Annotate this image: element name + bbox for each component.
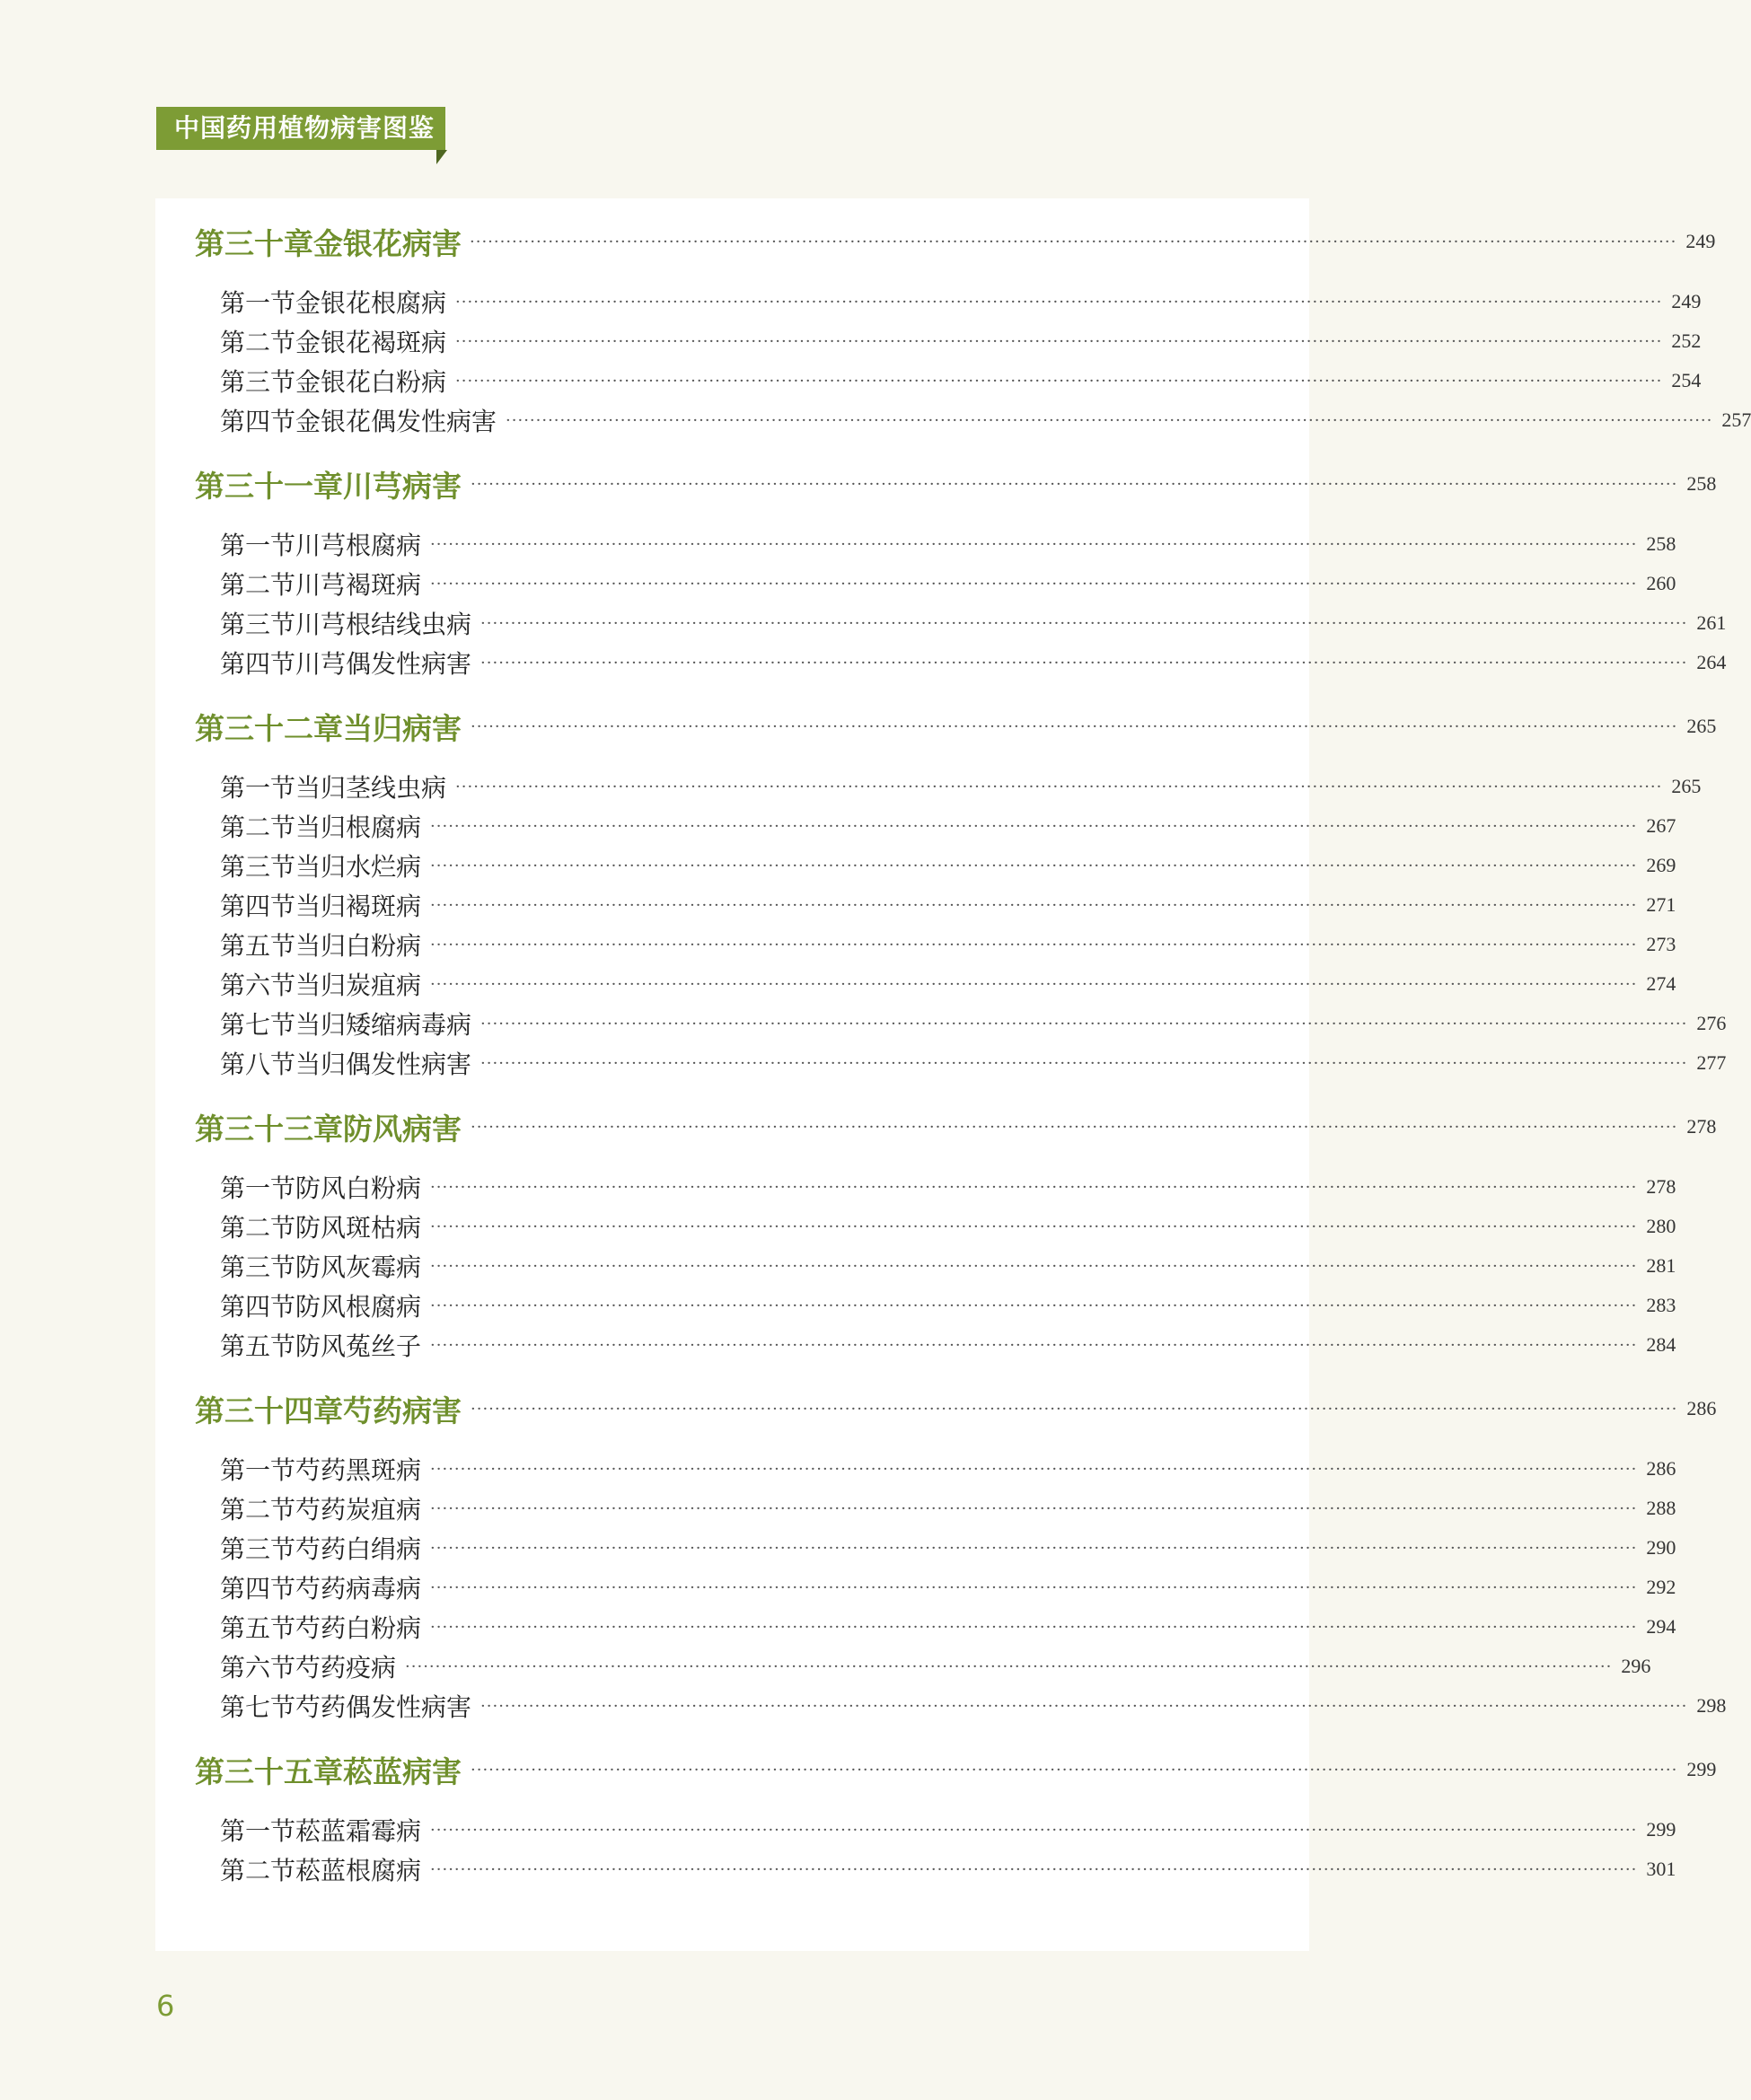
toc-section-row[interactable] — [155, 1325, 1676, 1365]
page-ref: 249 — [1671, 290, 1702, 312]
toc-section-row[interactable] — [155, 885, 1676, 925]
section-title: 防风灰霉病 — [295, 1252, 422, 1282]
section-title: 菘蓝根腐病 — [295, 1856, 422, 1885]
toc-section-row[interactable] — [155, 1489, 1676, 1528]
dot-leader: ········································································································································································································ — [455, 777, 1663, 796]
page-ref: 264 — [1696, 651, 1727, 673]
dot-leader: ········································································································································································································ — [480, 653, 1688, 672]
dot-leader: ········································································································································································································ — [430, 1256, 1638, 1276]
dot-leader: ········································································································································································································ — [430, 974, 1638, 994]
toc-section-row[interactable] — [155, 321, 1702, 361]
toc-section-row[interactable] — [155, 964, 1676, 1004]
section-number: 第二节 — [220, 1213, 296, 1243]
page-ref: 273 — [1646, 933, 1676, 955]
section-number: 第七节 — [220, 1010, 296, 1040]
toc-section-row[interactable] — [155, 806, 1676, 846]
toc-section-row[interactable] — [155, 846, 1676, 885]
section-title: 芍药白粉病 — [295, 1613, 422, 1643]
dot-leader: ········································································································································································································ — [471, 1117, 1678, 1137]
dot-leader: ········································································································································································································ — [430, 1617, 1638, 1637]
page-ref: 299 — [1646, 1818, 1676, 1841]
chapter-title: 川芎病害 — [343, 468, 462, 504]
dot-leader: ········································································································································································································ — [430, 1459, 1638, 1479]
section-title: 金银花褐斑病 — [295, 328, 447, 357]
page-ref: 301 — [1646, 1858, 1676, 1880]
section-number: 第四节 — [220, 1574, 296, 1604]
section-title: 川芎根结线虫病 — [295, 610, 472, 639]
section-number: 第二节 — [220, 570, 296, 600]
section-number: 第二节 — [220, 328, 296, 357]
page-ref: 283 — [1646, 1294, 1676, 1316]
section-title: 芍药病毒病 — [295, 1574, 422, 1604]
toc-section-row[interactable] — [155, 1043, 1727, 1083]
page-ref: 260 — [1646, 572, 1676, 594]
section-title: 防风白粉病 — [295, 1173, 422, 1203]
section-number: 第一节 — [220, 531, 296, 560]
section-number: 第三节 — [220, 610, 296, 639]
section-title: 防风斑枯病 — [295, 1213, 422, 1243]
section-number: 第五节 — [220, 931, 296, 961]
page-ref: 286 — [1646, 1457, 1676, 1480]
section-number: 第四节 — [220, 1292, 296, 1322]
section-title: 川芎根腐病 — [295, 531, 422, 560]
toc-chapter-row[interactable] — [155, 461, 1717, 507]
section-number: 第三节 — [220, 367, 296, 397]
section-title: 金银花偶发性病害 — [295, 407, 497, 436]
page-ref: 278 — [1646, 1175, 1676, 1198]
page-ref: 249 — [1685, 230, 1716, 252]
page-ref: 276 — [1696, 1012, 1727, 1034]
section-number: 第八节 — [220, 1050, 296, 1079]
section-title: 当归偶发性病害 — [295, 1050, 472, 1079]
section-number: 第二节 — [220, 1856, 296, 1885]
toc-section-row[interactable] — [155, 524, 1676, 564]
chapter-number: 第三十章 — [195, 225, 313, 261]
page-ref: 265 — [1671, 775, 1702, 797]
page-ref: 261 — [1696, 611, 1727, 634]
page-ref: 296 — [1621, 1655, 1651, 1677]
section-title: 金银花根腐病 — [295, 288, 447, 318]
page-number: 6 — [156, 1989, 175, 2023]
section-number: 第三节 — [220, 1534, 296, 1564]
page-ref: 281 — [1646, 1254, 1676, 1277]
toc-section-row[interactable] — [155, 1207, 1676, 1246]
page-ref: 252 — [1671, 329, 1702, 352]
page-ref: 298 — [1696, 1694, 1727, 1717]
section-title: 川芎偶发性病害 — [295, 649, 472, 679]
section-number: 第三节 — [220, 1252, 296, 1282]
dot-leader: ········································································································································································································ — [506, 410, 1713, 430]
section-number: 第七节 — [220, 1692, 296, 1722]
section-number: 第四节 — [220, 649, 296, 679]
toc-section-row[interactable] — [155, 1810, 1676, 1850]
book-title: 中国药用植物病害图鉴 — [174, 113, 436, 143]
page-ref: 271 — [1646, 893, 1676, 916]
chapter-title: 防风病害 — [343, 1111, 462, 1147]
toc-section-row[interactable] — [155, 1004, 1727, 1043]
dot-leader: ········································································································································································································ — [471, 1760, 1678, 1779]
chapter-title: 当归病害 — [343, 710, 462, 746]
dot-leader: ········································································································································································································ — [430, 1820, 1638, 1840]
page-ref: 284 — [1646, 1333, 1676, 1356]
toc-chapter-row[interactable] — [155, 703, 1717, 750]
chapter-number: 第三十三章 — [195, 1111, 343, 1147]
tab-fold-shadow — [436, 150, 447, 164]
toc-section-row[interactable] — [155, 925, 1676, 964]
dot-leader: ········································································································································································································ — [471, 716, 1678, 736]
page-ref: 257 — [1721, 409, 1751, 431]
toc-section-row[interactable] — [155, 603, 1727, 643]
chapter-title: 金银花病害 — [313, 225, 462, 261]
section-title: 芍药黑斑病 — [295, 1455, 422, 1485]
dot-leader: ········································································································································································································ — [430, 1577, 1638, 1597]
section-title: 当归水烂病 — [295, 852, 422, 882]
page-ref: 299 — [1686, 1758, 1717, 1780]
section-title: 芍药炭疽病 — [295, 1495, 422, 1524]
section-title: 当归根腐病 — [295, 813, 422, 842]
dot-leader: ········································································································································································································ — [430, 895, 1638, 915]
dot-leader: ········································································································································································································ — [430, 816, 1638, 836]
section-title: 芍药偶发性病害 — [295, 1692, 472, 1722]
section-number: 第五节 — [220, 1331, 296, 1361]
section-title: 芍药疫病 — [295, 1653, 397, 1683]
dot-leader: ········································································································································································································ — [430, 1217, 1638, 1236]
dot-leader: ········································································································································································································ — [430, 534, 1638, 554]
toc-chapter-row[interactable] — [155, 1746, 1717, 1793]
dot-leader: ········································································································································································································ — [430, 1498, 1638, 1518]
page-ref: 280 — [1646, 1215, 1676, 1237]
dot-leader: ········································································································································································································ — [430, 1335, 1638, 1355]
section-title: 金银花白粉病 — [295, 367, 447, 397]
dot-leader: ········································································································································································································ — [480, 613, 1688, 633]
dot-leader: ········································································································································································································ — [430, 1296, 1638, 1315]
toc-chapter-row[interactable] — [155, 1385, 1717, 1432]
toc-section-row[interactable] — [155, 564, 1676, 603]
dot-leader: ········································································································································································································ — [430, 856, 1638, 875]
section-number: 第一节 — [220, 773, 296, 803]
section-number: 第一节 — [220, 1455, 296, 1485]
section-title: 防风根腐病 — [295, 1292, 422, 1322]
toc-section-row[interactable] — [155, 1607, 1676, 1647]
page-ref: 269 — [1646, 854, 1676, 876]
dot-leader: ········································································································································································································ — [455, 371, 1663, 391]
dot-leader: ········································································································································································································ — [455, 331, 1663, 351]
toc-section-row[interactable] — [155, 1528, 1676, 1568]
section-number: 第二节 — [220, 813, 296, 842]
dot-leader: ········································································································································································································ — [471, 1399, 1678, 1419]
dot-leader: ········································································································································································································ — [405, 1656, 1613, 1676]
chapter-title: 菘蓝病害 — [343, 1753, 462, 1789]
section-number: 第一节 — [220, 288, 296, 318]
book-title-tab — [156, 107, 445, 150]
toc-section-row[interactable] — [155, 400, 1751, 440]
page-ref: 274 — [1646, 972, 1676, 995]
section-number: 第三节 — [220, 852, 296, 882]
toc-section-row[interactable] — [155, 1568, 1676, 1607]
dot-leader: ········································································································································································································ — [470, 232, 1677, 251]
section-title: 芍药白绢病 — [295, 1534, 422, 1564]
dot-leader: ········································································································································································································ — [430, 1538, 1638, 1558]
dot-leader: ········································································································································································································ — [480, 1696, 1688, 1716]
page-ref: 294 — [1646, 1615, 1676, 1638]
section-number: 第五节 — [220, 1613, 296, 1643]
section-title: 当归炭疽病 — [295, 971, 422, 1000]
section-title: 菘蓝霜霉病 — [295, 1816, 422, 1846]
section-number: 第六节 — [220, 1653, 296, 1683]
chapter-title: 芍药病害 — [343, 1393, 462, 1428]
toc-section-row[interactable] — [155, 1286, 1676, 1325]
toc-chapter-row[interactable] — [155, 218, 1716, 265]
page-ref: 286 — [1686, 1397, 1717, 1419]
section-title: 当归白粉病 — [295, 931, 422, 961]
page-ref: 278 — [1686, 1115, 1717, 1138]
section-number: 第四节 — [220, 892, 296, 921]
section-title: 当归褐斑病 — [295, 892, 422, 921]
toc-section-row[interactable] — [155, 1686, 1727, 1726]
dot-leader: ········································································································································································································ — [430, 1859, 1638, 1879]
toc-section-row[interactable] — [155, 1167, 1676, 1207]
chapter-number: 第三十四章 — [195, 1393, 343, 1428]
toc-section-row[interactable] — [155, 643, 1727, 682]
dot-leader: ········································································································································································································ — [471, 474, 1678, 494]
section-title: 当归茎线虫病 — [295, 773, 447, 803]
toc-section-row[interactable] — [155, 767, 1702, 806]
chapter-number: 第三十五章 — [195, 1753, 343, 1789]
page-ref: 277 — [1696, 1051, 1727, 1074]
toc-section-row[interactable] — [155, 1850, 1676, 1889]
page-ref: 292 — [1646, 1576, 1676, 1598]
chapter-number: 第三十一章 — [195, 468, 343, 504]
chapter-number: 第三十二章 — [195, 710, 343, 746]
toc-chapter-row[interactable] — [155, 1103, 1717, 1150]
toc-section-row[interactable] — [155, 1449, 1676, 1489]
dot-leader: ········································································································································································································ — [480, 1014, 1688, 1033]
section-number: 第四节 — [220, 407, 296, 436]
dot-leader: ········································································································································································································ — [430, 1177, 1638, 1197]
page-ref: 288 — [1646, 1497, 1676, 1519]
dot-leader: ········································································································································································································ — [430, 574, 1638, 593]
toc-section-row[interactable] — [155, 282, 1702, 321]
section-number: 第一节 — [220, 1816, 296, 1846]
section-number: 第二节 — [220, 1495, 296, 1524]
page-ref: 258 — [1646, 532, 1676, 555]
page-ref: 258 — [1686, 472, 1717, 495]
section-title: 当归矮缩病毒病 — [295, 1010, 472, 1040]
toc-section-row[interactable] — [155, 1647, 1651, 1686]
dot-leader: ········································································································································································································ — [430, 935, 1638, 954]
section-number: 第六节 — [220, 971, 296, 1000]
dot-leader: ········································································································································································································ — [455, 292, 1663, 312]
toc-panel — [155, 198, 1751, 1951]
page-ref: 265 — [1686, 715, 1717, 737]
section-number: 第一节 — [220, 1173, 296, 1203]
section-title: 川芎褐斑病 — [295, 570, 422, 600]
page-ref: 254 — [1671, 369, 1702, 391]
toc-section-row[interactable] — [155, 1246, 1676, 1286]
page-ref: 290 — [1646, 1536, 1676, 1559]
section-title: 防风菟丝子 — [295, 1331, 422, 1361]
toc-section-row[interactable] — [155, 361, 1702, 400]
page-ref: 267 — [1646, 814, 1676, 837]
dot-leader: ········································································································································································································ — [480, 1053, 1688, 1073]
